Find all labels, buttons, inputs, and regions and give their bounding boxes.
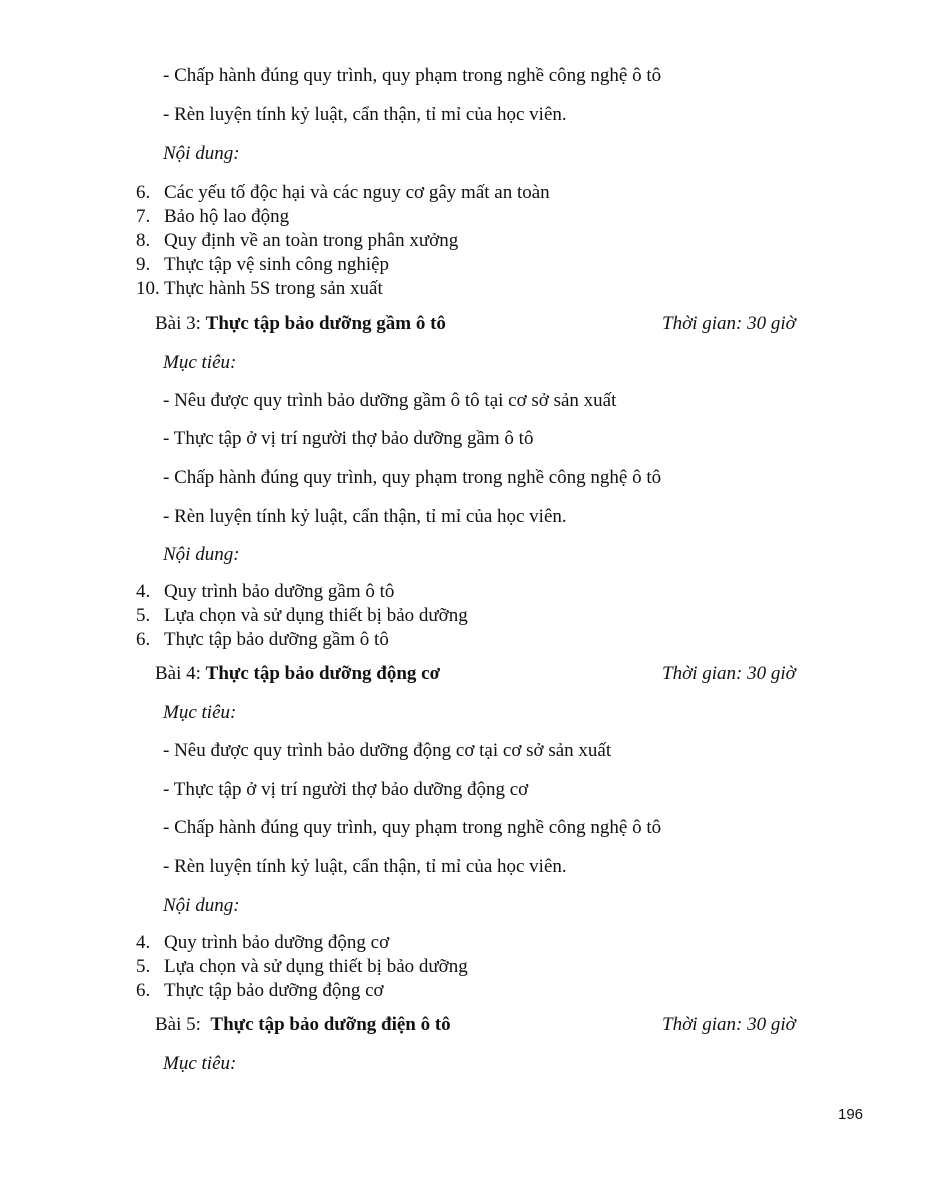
content-label: Nội dung: <box>163 544 240 565</box>
page-number: 196 <box>838 1106 864 1123</box>
objective-line: - Nêu được quy trình bảo dưỡng gầm ô tô tại cơ sở sản xuất <box>163 390 617 411</box>
lesson-title: Thực tập bảo dưỡng điện ô tô <box>210 1014 451 1035</box>
objective-line: - Thực tập ở vị trí người thợ bảo dưỡng động cơ <box>163 779 529 800</box>
document-page: - Chấp hành đúng quy trình, quy phạm trong nghề công nghệ ô tô - Rèn luyện tính kỷ luật, cẩn thận, tỉ mỉ của học viên. Nội dung: 6. Các yếu tố độc hại và các nguy cơ gây mất an toàn 7. Bảo hộ lao động 8. Quy định về an toàn trong phân xưởng 9. Thực tập vệ sinh công nghiệp 10. Thực hành 5S trong sản xuất Bài 3: Thực tập bảo dưỡng gầm ô tô Thời gian: 30 giờ Mục tiêu: - Nêu được quy trình bảo dưỡng gầm ô tô tại cơ sở sản xuất - Thực tập ở vị trí người thợ bảo dưỡng gầm ô tô - Chấp hành đúng quy trình, quy phạm trong nghề công nghệ ô tô - Rèn luyện tính kỷ luật, cẩn thận, tỉ mỉ của học viên. Nội dung: 4. Quy trình bảo dưỡng gầm ô tô 5. Lựa chọn và sử dụng thiết bị bảo dưỡng 6. Thực tập bảo dưỡng gầm ô tô Bài 4: Thực tập bảo dưỡng động cơ Thời gian: 30 giờ Mục tiêu: - Nêu được quy trình bảo dưỡng động cơ tại cơ sở sản xuất - Thực tập ở vị trí người thợ bảo dưỡng động cơ - Chấp hành đúng quy trình, quy phạm trong nghề công nghệ ô tô - Rèn luyện tính kỷ luật, cẩn thận, tỉ mỉ của học viên. Nội dung: 4. Quy trình bảo dưỡng động cơ 5. Lựa chọn và sử dụng thiết bị bảo dưỡng 6. Thực tập bảo dưỡng động cơ Bài 5: Thực tập bảo dưỡng điện ô tô Thời gian: 30 giờ Mục tiêu: 196 <box>136 65 864 1123</box>
lesson-time: Thời gian: 30 giờ <box>662 663 796 684</box>
objective-line: - Nêu được quy trình bảo dưỡng động cơ tại cơ sở sản xuất <box>163 740 612 761</box>
objective-line: - Rèn luyện tính kỷ luật, cẩn thận, tỉ mỉ của học viên. <box>163 506 567 527</box>
lesson-heading: Bài 4: Thực tập bảo dưỡng động cơ <box>155 663 441 684</box>
content-label: Nội dung: <box>163 143 240 164</box>
objective-line: - Chấp hành đúng quy trình, quy phạm trong nghề công nghệ ô tô <box>163 467 662 488</box>
lesson-heading: Bài 3: Thực tập bảo dưỡng gầm ô tô <box>155 313 446 334</box>
objective-line: - Chấp hành đúng quy trình, quy phạm trong nghề công nghệ ô tô <box>163 65 662 86</box>
lesson-time: Thời gian: 30 giờ <box>662 313 796 334</box>
objective-line: - Rèn luyện tính kỷ luật, cẩn thận, tỉ mỉ của học viên. <box>163 856 567 877</box>
objective-line: - Rèn luyện tính kỷ luật, cẩn thận, tỉ mỉ của học viên. <box>163 104 567 125</box>
objective-label: Mục tiêu: <box>163 702 237 723</box>
lesson-title: Thực tập bảo dưỡng động cơ <box>205 663 441 684</box>
objective-label: Mục tiêu: <box>163 352 237 373</box>
lesson-heading: Bài 5: Thực tập bảo dưỡng điện ô tô <box>155 1014 451 1035</box>
content-label: Nội dung: <box>163 895 240 916</box>
objective-line: - Thực tập ở vị trí người thợ bảo dưỡng gầm ô tô <box>163 428 534 449</box>
objective-line: - Chấp hành đúng quy trình, quy phạm trong nghề công nghệ ô tô <box>163 817 662 838</box>
lesson-title: Thực tập bảo dưỡng gầm ô tô <box>205 313 446 334</box>
objective-label: Mục tiêu: <box>163 1053 237 1074</box>
lesson-time: Thời gian: 30 giờ <box>662 1014 796 1035</box>
